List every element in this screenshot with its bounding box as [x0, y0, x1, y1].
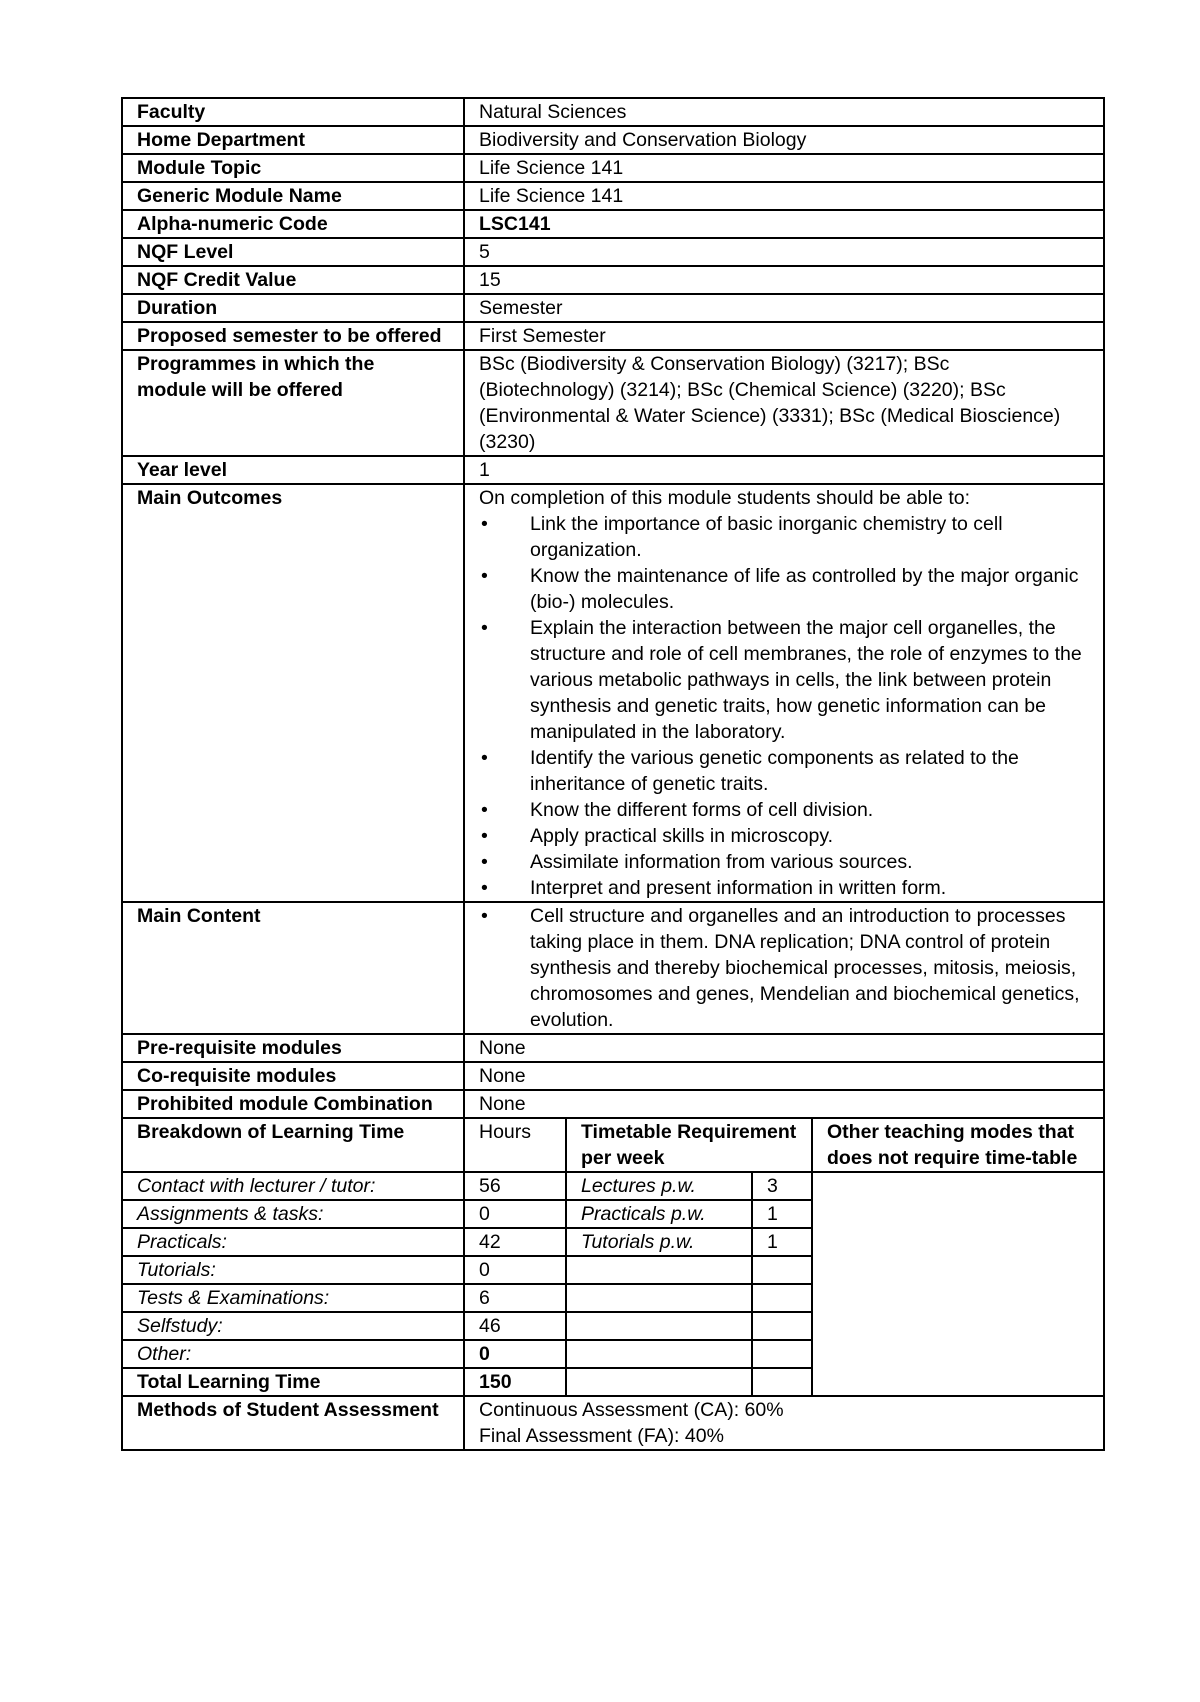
- label-home-department: Home Department: [122, 126, 464, 154]
- row-prohibited: [122, 1090, 1104, 1118]
- label-year-level: Year level: [122, 456, 464, 484]
- timetable-label: [566, 1312, 752, 1340]
- assessment-fa: Final Assessment (FA): 40%: [479, 1425, 724, 1447]
- row-year-level: [122, 456, 1104, 484]
- list-item-text: Know the different forms of cell division.: [530, 799, 874, 821]
- label-faculty: Faculty: [122, 98, 464, 126]
- other-modes-cell: [812, 1172, 1104, 1396]
- list-item-text: Assimilate information from various sources.: [530, 851, 913, 873]
- assessment-ca: Continuous Assessment (CA): 60%: [479, 1399, 784, 1421]
- table-row: [122, 1172, 1104, 1200]
- timetable-label: [566, 1284, 752, 1312]
- value-prohibited: None: [464, 1090, 1104, 1118]
- activity-hours: 46: [464, 1312, 566, 1340]
- row-nqf-level: [122, 238, 1104, 266]
- label-nqf-level: NQF Level: [122, 238, 464, 266]
- row-faculty: [122, 98, 1104, 126]
- activity-label: Tutorials:: [122, 1256, 464, 1284]
- list-item-text: Cell structure and organelles and an introduction to processes taking place in them. DNA replication; DNA control of protein synthesis and thereby biochemical processes, mitosis, meiosis, chromosomes and genes, Mendelian and biochemical genetics, evolution.: [530, 905, 1080, 1031]
- row-main-outcomes: [122, 484, 1104, 902]
- outcomes-intro: On completion of this module students should be able to:: [479, 487, 971, 509]
- content-list: [479, 903, 1089, 1033]
- label-alpha-numeric-code: Alpha-numeric Code: [122, 210, 464, 238]
- hours-header: Hours: [464, 1118, 566, 1172]
- activity-hours: 42: [464, 1228, 566, 1256]
- value-faculty: Natural Sciences: [464, 98, 1104, 126]
- bullet-icon: •: [481, 825, 488, 847]
- bullet-icon: •: [481, 905, 488, 927]
- timetable-value: 1: [752, 1200, 812, 1228]
- bullet-icon: •: [481, 617, 488, 639]
- row-corequisite: [122, 1062, 1104, 1090]
- total-learning-time-label: Total Learning Time: [122, 1368, 464, 1396]
- row-prerequisite: [122, 1034, 1104, 1062]
- list-item: [479, 823, 1089, 849]
- value-generic-module-name: Life Science 141: [464, 182, 1104, 210]
- value-prerequisite: None: [464, 1034, 1104, 1062]
- value-programmes: BSc (Biodiversity & Conservation Biology) (3217); BSc (Biotechnology) (3214); BSc (Chemical Science) (3220); BSc (Environmental & Water Science) (3331); BSc (Medical Bioscience) (3230): [464, 350, 1104, 456]
- activity-label: Selfstudy:: [122, 1312, 464, 1340]
- label-prohibited: Prohibited module Combination: [122, 1090, 464, 1118]
- row-learning-time-header: [122, 1118, 1104, 1172]
- timetable-header: Timetable Requirement per week: [566, 1118, 812, 1172]
- label-corequisite: Co-requisite modules: [122, 1062, 464, 1090]
- timetable-value: [752, 1284, 812, 1312]
- value-assessment: [464, 1396, 1104, 1450]
- list-item-text: Explain the interaction between the major cell organelles, the structure and role of cell membranes, the role of enzymes to the various metabolic pathways in cells, the link between protein synthesis and genetic traits, how genetic information can be manipulated in the laboratory.: [530, 617, 1082, 743]
- value-nqf-level: 5: [464, 238, 1104, 266]
- learning-time-label: Breakdown of Learning Time: [122, 1118, 464, 1172]
- activity-hours: 6: [464, 1284, 566, 1312]
- timetable-value: [752, 1340, 812, 1368]
- timetable-value: [752, 1312, 812, 1340]
- list-item: [479, 511, 1089, 563]
- label-module-topic: Module Topic: [122, 154, 464, 182]
- row-assessment: [122, 1396, 1104, 1450]
- row-programmes: [122, 350, 1104, 456]
- list-item: [479, 849, 1089, 875]
- timetable-label: [566, 1256, 752, 1284]
- activity-label: Assignments & tasks:: [122, 1200, 464, 1228]
- list-item: [479, 615, 1089, 745]
- outcomes-list: [479, 511, 1089, 901]
- value-corequisite: None: [464, 1062, 1104, 1090]
- timetable-label: [566, 1368, 752, 1396]
- activity-hours: 0: [464, 1256, 566, 1284]
- list-item-text: Identify the various genetic components as related to the inheritance of genetic traits.: [530, 747, 1019, 795]
- label-generic-module-name: Generic Module Name: [122, 182, 464, 210]
- bullet-icon: •: [481, 877, 488, 899]
- label-prerequisite: Pre-requisite modules: [122, 1034, 464, 1062]
- bullet-icon: •: [481, 747, 488, 769]
- bullet-icon: •: [481, 851, 488, 873]
- timetable-label: [566, 1340, 752, 1368]
- module-descriptor-table: [121, 97, 1105, 1451]
- label-main-content: Main Content: [122, 902, 464, 1034]
- value-proposed-semester: First Semester: [464, 322, 1104, 350]
- list-item-text: Interpret and present information in written form.: [530, 877, 947, 899]
- activity-label: Tests & Examinations:: [122, 1284, 464, 1312]
- row-proposed-semester: [122, 322, 1104, 350]
- value-module-topic: Life Science 141: [464, 154, 1104, 182]
- row-main-content: [122, 902, 1104, 1034]
- activity-label: Practicals:: [122, 1228, 464, 1256]
- row-module-topic: [122, 154, 1104, 182]
- list-item: [479, 797, 1089, 823]
- list-item: [479, 903, 1089, 1033]
- value-nqf-credit-value: 15: [464, 266, 1104, 294]
- timetable-label: Practicals p.w.: [566, 1200, 752, 1228]
- timetable-value: 3: [752, 1172, 812, 1200]
- activity-hours: 56: [464, 1172, 566, 1200]
- value-year-level: 1: [464, 456, 1104, 484]
- timetable-label: Lectures p.w.: [566, 1172, 752, 1200]
- label-main-outcomes: Main Outcomes: [122, 484, 464, 902]
- timetable-value: [752, 1368, 812, 1396]
- list-item-text: Apply practical skills in microscopy.: [530, 825, 834, 847]
- label-programmes: Programmes in which the module will be offered: [122, 350, 464, 456]
- bullet-icon: •: [481, 565, 488, 587]
- value-main-content: [464, 902, 1104, 1034]
- row-home-department: [122, 126, 1104, 154]
- value-home-department: Biodiversity and Conservation Biology: [464, 126, 1104, 154]
- list-item: [479, 745, 1089, 797]
- label-proposed-semester: Proposed semester to be offered: [122, 322, 464, 350]
- bullet-icon: •: [481, 513, 488, 535]
- timetable-label: Tutorials p.w.: [566, 1228, 752, 1256]
- timetable-value: 1: [752, 1228, 812, 1256]
- value-main-outcomes: [464, 484, 1104, 902]
- value-alpha-numeric-code: LSC141: [464, 210, 1104, 238]
- list-item: [479, 875, 1089, 901]
- activity-label: Other:: [122, 1340, 464, 1368]
- timetable-value: [752, 1256, 812, 1284]
- other-modes-header: Other teaching modes that does not require time-table: [812, 1118, 1104, 1172]
- value-duration: Semester: [464, 294, 1104, 322]
- activity-hours: 0: [464, 1200, 566, 1228]
- label-assessment: Methods of Student Assessment: [122, 1396, 464, 1450]
- row-alpha-numeric-code: [122, 210, 1104, 238]
- activity-hours: 0: [464, 1340, 566, 1368]
- list-item: [479, 563, 1089, 615]
- total-learning-time-hours: 150: [464, 1368, 566, 1396]
- label-duration: Duration: [122, 294, 464, 322]
- list-item-text: Link the importance of basic inorganic chemistry to cell organization.: [530, 513, 1003, 561]
- list-item-text: Know the maintenance of life as controlled by the major organic (bio-) molecules.: [530, 565, 1079, 613]
- row-nqf-credit-value: [122, 266, 1104, 294]
- activity-label: Contact with lecturer / tutor:: [122, 1172, 464, 1200]
- bullet-icon: •: [481, 799, 488, 821]
- row-generic-module-name: [122, 182, 1104, 210]
- row-duration: [122, 294, 1104, 322]
- label-nqf-credit-value: NQF Credit Value: [122, 266, 464, 294]
